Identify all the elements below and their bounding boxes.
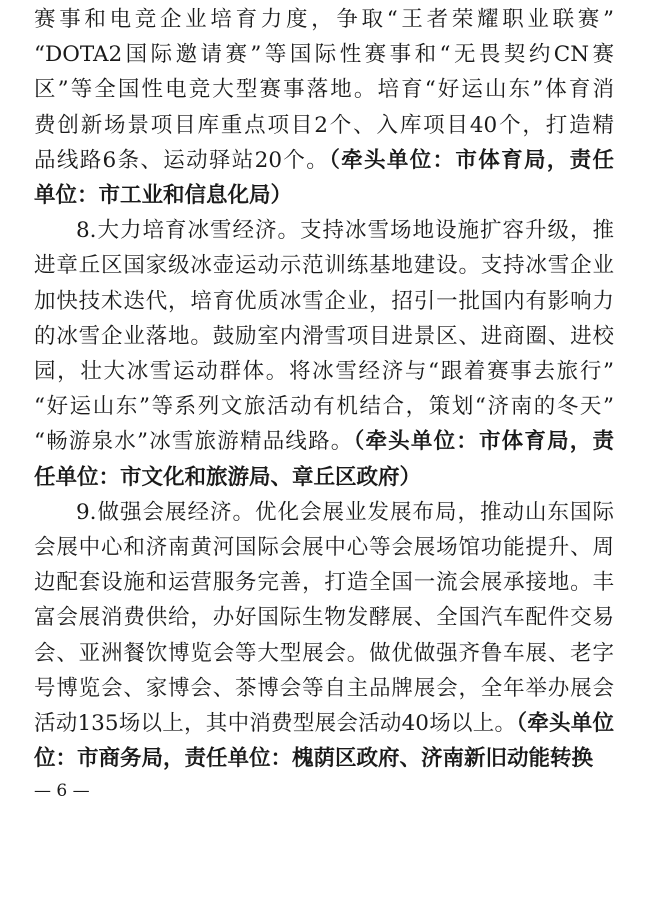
paragraph-line: “DOTA2国际邀请赛”等国际性赛事和“无畏契约CN赛	[34, 42, 614, 68]
paragraph-line: 会、亚洲餐饮博览会等大型展会。做优做强齐鲁车展、老字	[34, 640, 614, 666]
item-8-heading-line: 8.大力培育冰雪经济。支持冰雪场地设施扩容升级，推	[76, 218, 614, 244]
item-9-heading-line: 9.做强会展经济。优化会展业发展布局，推动山东国际	[76, 499, 614, 525]
paragraph-line: 边配套设施和运营服务完善，打造全国一流会展承接地。丰	[34, 570, 614, 596]
line-text: 品线路6条、运动驿站20个。	[34, 147, 330, 173]
paragraph-line: 富会展消费供给，办好国际生物发酵展、全国汽车配件交易	[34, 605, 614, 631]
paragraph-line: 加快技术迭代，培育优质冰雪企业，招引一批国内有影响力	[34, 288, 614, 314]
paragraph-line	[34, 426, 614, 457]
paragraph-line: 会展中心和济南黄河国际会展中心等会展场馆功能提升、周	[34, 535, 614, 560]
paragraph-line: “好运山东”等系列文旅活动有机结合，策划“济南的冬天”	[34, 394, 614, 420]
line-text: 活动135场以上，其中消费型展会活动40场以上。	[34, 711, 517, 736]
paragraph-line	[34, 145, 614, 176]
responsible-unit-text: 任单位：市文化和旅游局、章丘区政府）	[34, 464, 422, 490]
paragraph-line: 的冰雪企业落地。鼓励室内滑雪项目进景区、进商圈、进校	[34, 323, 614, 349]
paragraph-line: 赛事和电竞企业培育力度，争取“王者荣耀职业联赛”	[34, 7, 614, 32]
paragraph-line	[34, 708, 614, 739]
lead-unit-text: （牵头单位	[516, 711, 614, 736]
page-number: — 6 —	[34, 781, 90, 802]
paragraph-line: 进章丘区国家级冰壶运动示范训练基地建设。支持冰雪企业	[34, 253, 614, 279]
paragraph-line: 园，壮大冰雪运动群体。将冰雪经济与“跟着赛事去旅行”	[34, 359, 614, 384]
lead-unit-text: （牵头单位：市体育局，责	[353, 429, 614, 455]
lead-unit-text: （牵头单位：市体育局，责任	[329, 147, 614, 173]
paragraph-line: 费创新场景项目库重点项目2个、入库项目40个，打造精	[34, 112, 614, 138]
paragraph-line: 区”等全国性电竞大型赛事落地。培育“好运山东”体育消	[34, 77, 614, 103]
line-text: “畅游泉水”冰雪旅游精品线路。	[34, 429, 354, 455]
paragraph-line: 号博览会、家博会、茶博会等自主品牌展会，全年举办展会	[34, 675, 614, 701]
responsible-unit-text: 单位：市工业和信息化局）	[34, 183, 293, 208]
responsible-unit-text: 位：市商务局，责任单位：槐荫区政府、济南新旧动能转换	[34, 746, 594, 772]
